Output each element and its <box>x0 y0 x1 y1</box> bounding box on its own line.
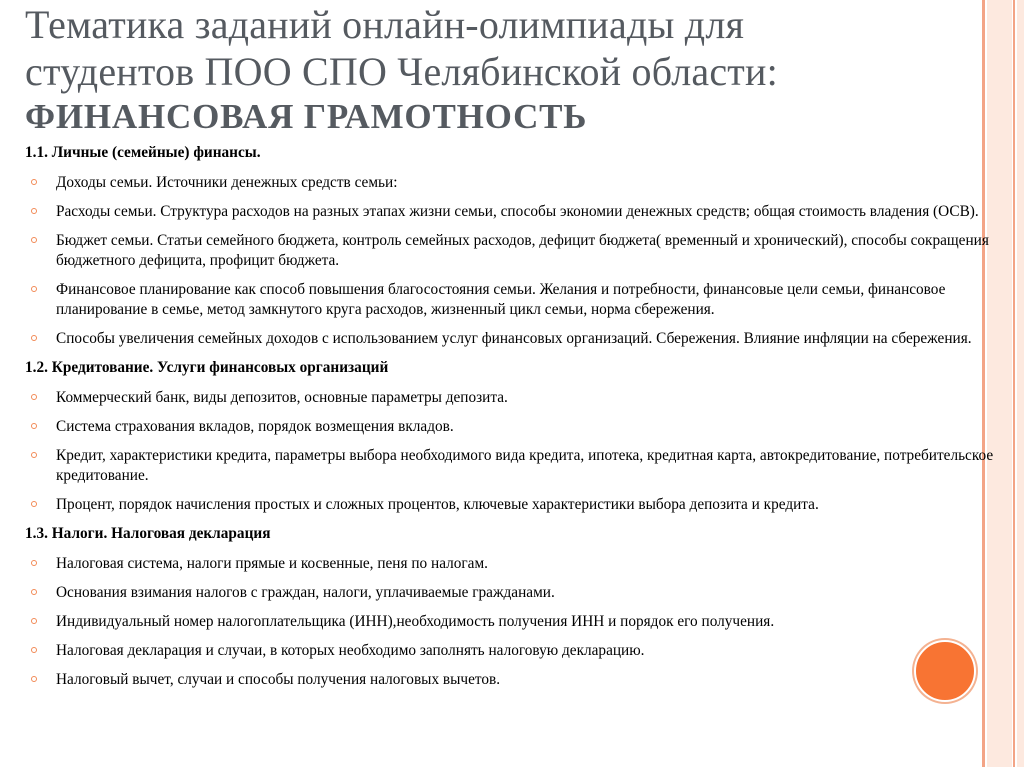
stripe <box>1017 0 1024 767</box>
section-heading: 1.1. Личные (семейные) финансы. <box>25 144 261 161</box>
hollow-circle-bullet-icon <box>31 286 37 292</box>
list-item-text: Система страхования вкладов, порядок возмещения вкладов. <box>56 418 454 435</box>
hollow-circle-bullet-icon <box>31 560 37 566</box>
hollow-circle-bullet-icon <box>31 394 37 400</box>
title-line-3: ФИНАНСОВАЯ ГРАМОТНОСТЬ <box>25 96 588 136</box>
list-item <box>25 612 995 632</box>
list-item <box>25 495 995 515</box>
hollow-circle-bullet-icon <box>31 335 37 341</box>
hollow-circle-bullet-icon <box>31 452 37 458</box>
title-line-2: студентов ПОО СПО Челябинской области: <box>25 48 778 94</box>
list-item <box>25 202 995 222</box>
list-item <box>25 583 995 603</box>
section-heading: 1.3. Налоги. Налоговая декларация <box>25 525 271 542</box>
list-item <box>25 446 995 486</box>
list-item <box>25 670 995 690</box>
list-item-text: Доходы семьи. Источники денежных средств семьи: <box>56 174 398 191</box>
title-line-1: Тематика заданий онлайн-олимпиады для <box>25 2 745 47</box>
orange-circle-icon <box>914 640 976 702</box>
hollow-circle-bullet-icon <box>31 423 37 429</box>
list-item-text: Кредит, характеристики кредита, параметры выбора необходимого вида кредита, ипотека, кредитная карта, автокредитование, потребительское кредитование. <box>56 447 994 484</box>
hollow-circle-bullet-icon <box>31 237 37 243</box>
hollow-circle-bullet-icon <box>31 618 37 624</box>
hollow-circle-bullet-icon <box>31 647 37 653</box>
list-item-text: Способы увеличения семейных доходов с использованием услуг финансовых организаций. Сбережения. Влияние инфляции на сбережения. <box>56 330 972 347</box>
list-item-text: Налоговая система, налоги прямые и косвенные, пеня по налогам. <box>56 555 488 572</box>
list-item <box>25 641 995 661</box>
hollow-circle-bullet-icon <box>31 501 37 507</box>
hollow-circle-bullet-icon <box>31 676 37 682</box>
list-item-text: Индивидуальный номер налогоплательщика (ИНН),необходимость получения ИНН и порядок его получения. <box>56 613 775 630</box>
hollow-circle-bullet-icon <box>31 208 37 214</box>
list-item <box>25 554 995 574</box>
section-heading: 1.2. Кредитование. Услуги финансовых организаций <box>25 359 389 376</box>
list-item-text: Расходы семьи. Структура расходов на разных этапах жизни семьи, способы экономии денежных средств; общая стоимость владения (ОСВ). <box>56 203 979 220</box>
list-item-text: Коммерческий банк, виды депозитов, основные параметры депозита. <box>56 389 508 406</box>
list-item <box>25 280 995 320</box>
list-item-text: Бюджет семьи. Статьи семейного бюджета, контроль семейных расходов, дефицит бюджета( временный и хронический), способы сокращения бюджетного дефицита, профицит бюджета. <box>56 232 989 269</box>
list-item <box>25 173 995 193</box>
list-item <box>25 329 995 349</box>
list-item-text: Налоговый вычет, случаи и способы получения налоговых вычетов. <box>56 671 501 688</box>
hollow-circle-bullet-icon <box>31 179 37 185</box>
list-item-text: Основания взимания налогов с граждан, налоги, уплачиваемые гражданами. <box>56 584 555 601</box>
slide-title <box>25 2 965 138</box>
slide-content <box>25 143 995 699</box>
list-item-text: Финансовое планирование как способ повышения благосостояния семьи. Желания и потребности, финансовые цели семьи, финансовое планирование в семье, метод замкнутого круга расходов, жизненный цикл семьи, норма сбережения. <box>56 281 946 318</box>
list-item-text: Налоговая декларация и случаи, в которых необходимо заполнять налоговую декларацию. <box>56 642 645 659</box>
list-item <box>25 231 995 271</box>
list-item-text: Процент, порядок начисления простых и сложных процентов, ключевые характеристики выбора депозита и кредита. <box>56 496 819 513</box>
hollow-circle-bullet-icon <box>31 589 37 595</box>
list-item <box>25 388 995 408</box>
list-item <box>25 417 995 437</box>
stripe <box>1013 0 1015 767</box>
